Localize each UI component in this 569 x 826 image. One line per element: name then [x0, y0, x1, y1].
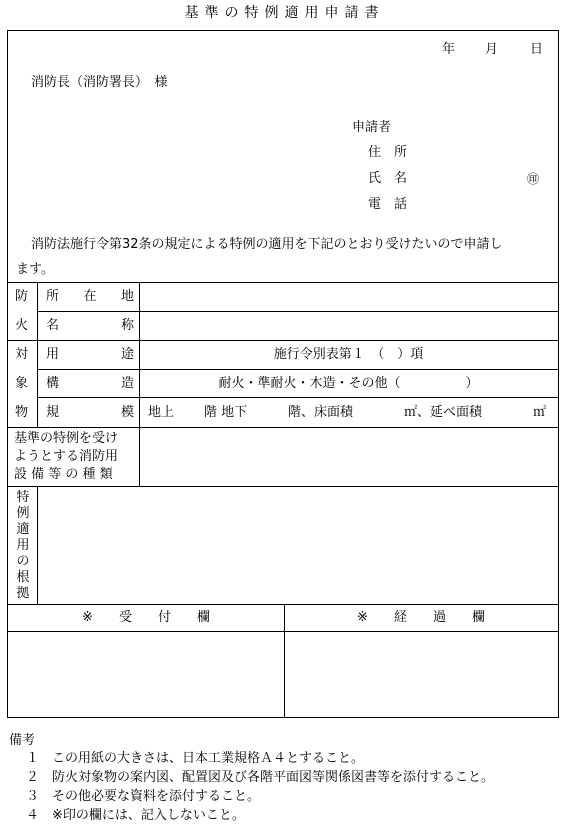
addressee: 消防長（消防署長） 様	[31, 75, 168, 90]
basis-char: 適	[16, 522, 30, 537]
scale-floors-below: 階 地下	[204, 405, 248, 420]
object-heading-char: 物	[15, 405, 29, 420]
date-year: 年	[442, 42, 456, 57]
equipment-type-line1: 基準の特例を受け	[14, 431, 119, 446]
location-label: 所 在 地	[46, 289, 134, 304]
scale-label: 規 模	[46, 405, 134, 420]
object-heading-char: 象	[15, 376, 29, 391]
progress-header: ※ 経 過 欄	[357, 610, 485, 625]
object-heading-char: 対	[15, 347, 29, 362]
statement-line2: ます。	[16, 262, 54, 277]
equipment-type-line3: 設 備 等 の 種 類	[14, 467, 113, 482]
row-rule	[8, 604, 558, 605]
date-month: 月	[485, 42, 499, 57]
scale-above: 地上	[148, 405, 175, 420]
col-rule	[37, 282, 38, 427]
date-day: 日	[530, 42, 544, 57]
basis-char: 拠	[16, 586, 30, 601]
row-rule	[37, 397, 558, 398]
object-heading-char: 防	[15, 289, 29, 304]
basis-char: の	[16, 554, 30, 569]
table-top-rule	[8, 282, 558, 283]
notes-heading: 備考	[9, 733, 36, 748]
equipment-type-line2: ようとする消防用	[14, 449, 119, 464]
basis-char: 特	[16, 490, 30, 505]
row-rule	[8, 486, 558, 487]
row-rule	[8, 631, 558, 632]
basis-char: 根	[16, 570, 30, 585]
name-label: 名 称	[46, 318, 134, 333]
scale-m2-end: ㎡	[533, 405, 547, 420]
note-item: ４ ※印の欄には、記入しないこと。	[26, 808, 245, 823]
statement-line1: 消防法施行令第32条の規定による特例の適用を下記のとおり受けたいので申請し	[31, 237, 503, 252]
object-heading-char: 火	[15, 318, 29, 333]
col-rule	[37, 486, 38, 604]
row-rule	[37, 311, 558, 312]
applicant-label: 申請者	[352, 120, 392, 135]
basis-char: 例	[16, 506, 30, 521]
reception-header: ※ 受 付 欄	[82, 610, 210, 625]
row-rule	[8, 427, 558, 428]
note-item: ３ その他必要な資料を添付すること。	[26, 789, 261, 804]
note-item: １ この用紙の大きさは、日本工業規格Ａ４とすること。	[26, 751, 365, 766]
basis-char: 用	[16, 538, 30, 553]
use-label: 用 途	[46, 347, 134, 362]
note-item: ２ 防火対象物の案内図、配置図及び各階平面図等関係図書等を添付すること。	[26, 770, 495, 785]
form-title: 基準の特例適用申請書	[184, 5, 385, 21]
scale-floors-area: 階、床面積	[288, 405, 354, 420]
applicant-address-label: 住 所	[368, 145, 408, 160]
row-rule	[8, 340, 558, 341]
structure-value[interactable]: 耐火・準耐火・木造・その他（ ）	[218, 376, 479, 391]
row-rule	[37, 369, 558, 370]
use-value[interactable]: 施行令別表第１ （ ）項	[273, 347, 424, 362]
scale-m2-total: ㎡、延べ面積	[404, 405, 483, 420]
seal-mark: ㊞	[527, 172, 540, 186]
applicant-phone-label: 電 話	[368, 197, 408, 212]
form-frame	[7, 30, 559, 718]
structure-label: 構 造	[46, 376, 134, 391]
applicant-name-label: 氏 名	[368, 171, 408, 186]
